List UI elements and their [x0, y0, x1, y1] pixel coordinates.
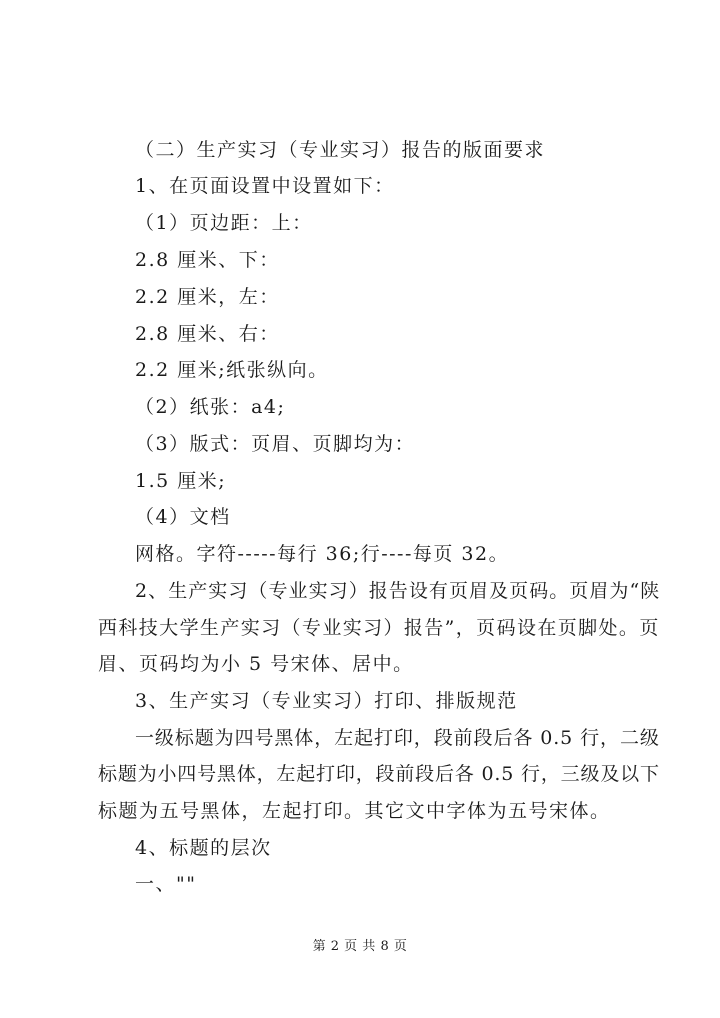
text-line: 眉、页码均为小 5 号宋体、居中。 — [98, 653, 414, 675]
text-line: 标题为五号黑体，左起打印。其它文中字体为五号宋体。 — [98, 800, 611, 822]
text-line: 1.5 厘米; — [135, 470, 227, 492]
section-heading: （二）生产实习（专业实习）报告的版面要求 — [135, 139, 546, 161]
text-line: 4、标题的层次 — [135, 837, 272, 859]
text-line: 网格。字符-----每行 36;行----每页 32。 — [135, 543, 510, 565]
text-line: 2.8 厘米、下： — [135, 249, 280, 271]
text-line: 一、"" — [135, 873, 197, 895]
page-footer: 第 2 页 共 8 页 — [312, 939, 408, 954]
text-line: 2.8 厘米、右： — [135, 323, 280, 345]
text-line: 一级标题为四号黑体，左起打印，段前段后各 0.5 行，二级 — [135, 727, 660, 749]
text-line: 2.2 厘米;纸张纵向。 — [135, 359, 329, 381]
text-line: 1、在页面设置中设置如下： — [135, 175, 395, 197]
text-line: （4）文档 — [135, 506, 231, 528]
text-line: （3）版式：页眉、页脚均为： — [135, 433, 416, 455]
text-line: 西科技大学生产实习（专业实习）报告”，页码设在页脚处。页 — [98, 617, 660, 639]
text-line: 2、生产实习（专业实习）报告设有页眉及页码。页眉为“陕 — [135, 580, 661, 602]
text-line: 2.2 厘米，左： — [135, 286, 280, 308]
text-line: （1）页边距：上： — [135, 212, 313, 234]
text-line: （2）纸张：a4; — [135, 396, 286, 418]
text-line: 标题为小四号黑体，左起打印，段前段后各 0.5 行，三级及以下 — [98, 763, 660, 785]
text-line: 3、生产实习（专业实习）打印、排版规范 — [135, 690, 518, 712]
